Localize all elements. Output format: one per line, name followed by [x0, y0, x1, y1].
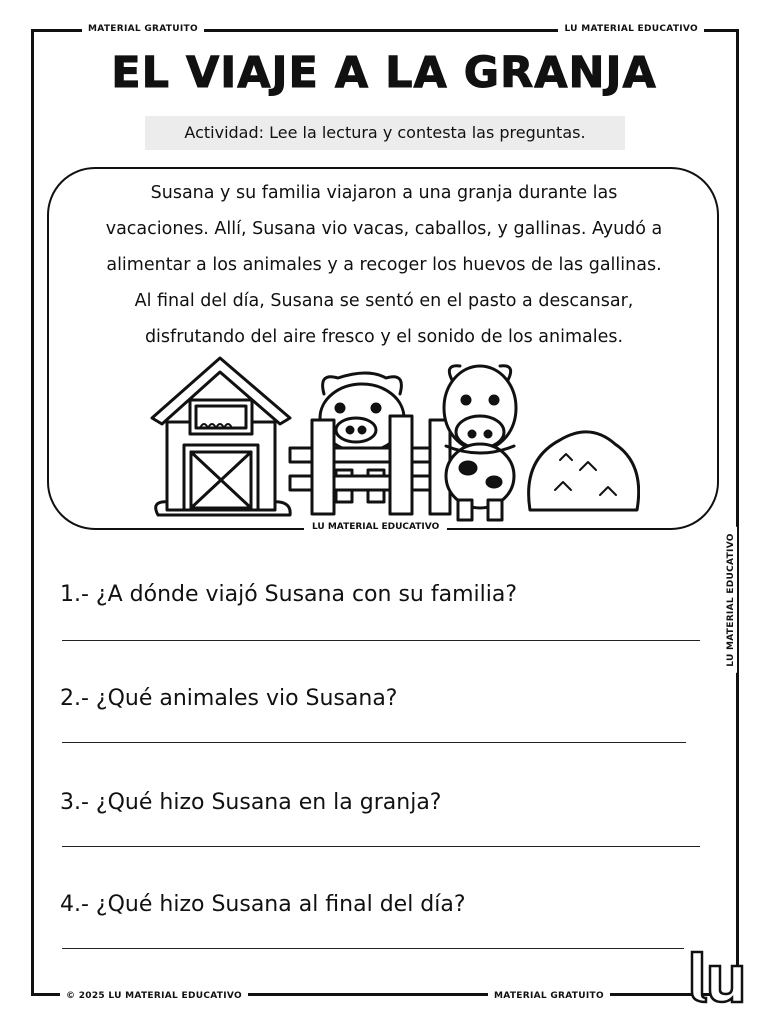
bottom-right-label: MATERIAL GRATUITO: [488, 990, 610, 1002]
story-line: Al final del día, Susana se sentó en el pasto a descansar,: [134, 291, 634, 311]
barn-icon: [152, 358, 290, 515]
side-label: LU MATERIAL EDUCATIVO: [725, 527, 737, 673]
story-line: disfrutando del aire fresco y el sonido de los animales.: [144, 327, 624, 347]
answer-line-3[interactable]: [62, 846, 700, 847]
question-4: 4.- ¿Qué hizo Susana al final del día?: [60, 892, 466, 917]
hay-bush-icon: [529, 432, 639, 510]
answer-line-2[interactable]: [62, 742, 686, 743]
answer-line-4[interactable]: [62, 948, 684, 949]
farm-illustration: [140, 350, 640, 530]
question-1: 1.- ¿A dónde viajó Susana con su familia?: [60, 582, 517, 607]
copyright-label: © 2025 LU MATERIAL EDUCATIVO: [60, 990, 248, 1002]
page-title: EL VIAJE A LA GRANJA: [111, 48, 657, 98]
lu-logo: [688, 948, 748, 1004]
instruction-banner: Actividad: Lee la lectura y contesta las preguntas.: [145, 116, 625, 150]
story-line: vacaciones. Allí, Susana vio vacas, caballos, y gallinas. Ayudó a: [105, 219, 663, 239]
story-line: alimentar a los animales y a recoger los huevos de las gallinas.: [106, 255, 662, 275]
question-3: 3.- ¿Qué hizo Susana en la granja?: [60, 790, 442, 815]
cow-icon: [444, 366, 516, 520]
box-credit: LU MATERIAL EDUCATIVO: [304, 521, 447, 533]
story-text: [70, 175, 698, 355]
story-line: Susana y su familia viajaron a una granja durante las: [150, 183, 618, 203]
question-2: 2.- ¿Qué animales vio Susana?: [60, 686, 398, 711]
answer-line-1[interactable]: [62, 640, 700, 641]
top-right-label: LU MATERIAL EDUCATIVO: [558, 23, 704, 35]
top-left-label: MATERIAL GRATUITO: [82, 23, 204, 35]
